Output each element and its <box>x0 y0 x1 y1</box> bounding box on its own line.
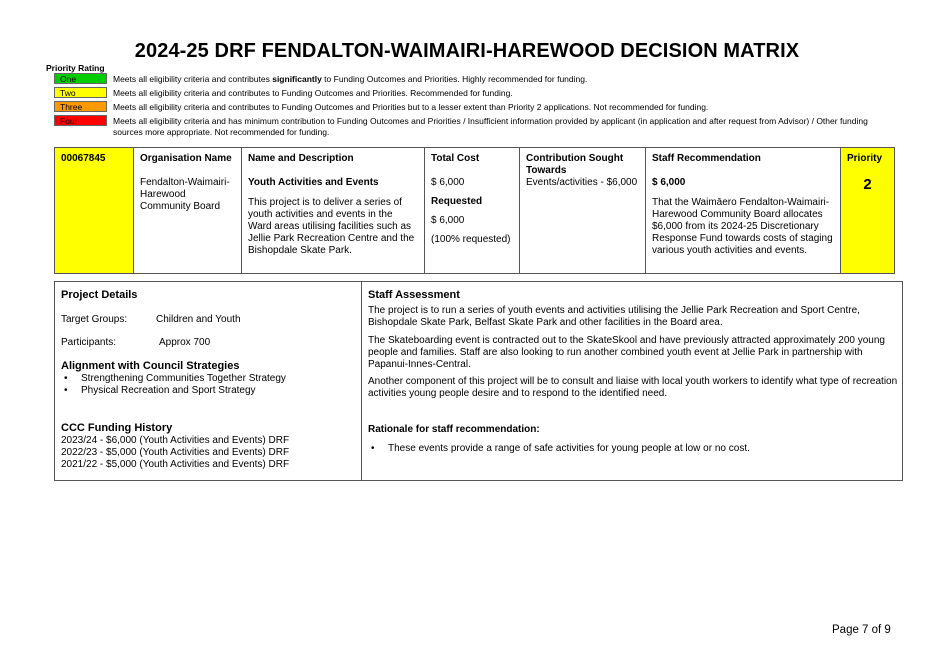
organisation-name: Fendalton-Waimairi-Harewood Community Board <box>140 177 230 212</box>
requested-amount: $ 6,000 <box>431 215 465 226</box>
decision-matrix-table <box>54 147 895 274</box>
rationale-list <box>368 443 898 455</box>
name-description-cell <box>242 148 425 274</box>
strategy-list <box>61 373 351 397</box>
funding-history-list <box>61 435 359 471</box>
priority-swatch-two: Two <box>54 87 107 98</box>
application-id-cell <box>55 148 134 274</box>
priority-cell <box>841 148 895 274</box>
requested-label: Requested <box>431 196 483 207</box>
legend-text-four: Meets all eligibility criteria and has minimum contribution to Funding Outcomes and Priorities / Insufficient information provided by applicant (in application and after request from Advisor) / Other funding sources more appropriate. Not recommended for funding. <box>113 116 868 137</box>
priority-header: Priority <box>847 153 883 164</box>
requested-percent: (100% requested) <box>431 234 511 245</box>
funding-history-heading: CCC Funding History <box>61 422 173 434</box>
project-details-heading: Project Details <box>61 289 138 301</box>
legend-row-one <box>54 73 884 85</box>
staff-assessment-heading: Staff Assessment <box>368 289 460 301</box>
total-cost-cell <box>425 148 520 274</box>
recommendation-amount: $ 6,000 <box>652 177 686 188</box>
staff-recommendation-header: Staff Recommendation <box>652 153 761 164</box>
legend-text-three: Meets all eligibility criteria and contributes to Funding Outcomes and Priorities but to a lesser extent than Priority 2 applications. Not recommended for funding. <box>113 102 709 112</box>
legend-row-two <box>54 87 884 99</box>
target-groups-value: Children and Youth <box>156 314 241 325</box>
rationale-item: • These events provide a range of safe activities for young people at low or no cost. <box>368 443 898 455</box>
total-cost-header: Total Cost <box>431 153 480 164</box>
rationale-heading: Rationale for staff recommendation: <box>368 424 540 435</box>
name-description-header: Name and Description <box>248 153 354 164</box>
legend-text-one: Meets all eligibility criteria and contributes significantly to Funding Outcomes and Priorities. Highly recommended for funding. <box>113 74 588 84</box>
alignment-heading: Alignment with Council Strategies <box>61 360 240 372</box>
recommendation-text: That the Waimāero Fendalton-Waimairi-Harewood Community Board allocates $6,000 from its 2024-25 Discretionary Response Fund towards costs of staging various youth activities and events. <box>652 197 833 256</box>
contribution-value: Events/activities - $6,000 <box>526 177 638 188</box>
target-groups-label: Target Groups: <box>61 314 128 325</box>
funding-history-item: 2022/23 - $5,000 (Youth Activities and Events) DRF <box>61 447 290 458</box>
project-name: Youth Activities and Events <box>248 177 379 188</box>
priority-rating-heading: Priority Rating <box>46 63 105 73</box>
strategy-item: • Physical Recreation and Sport Strategy <box>61 385 351 397</box>
priority-legend <box>54 73 884 138</box>
staff-recommendation-cell <box>646 148 841 274</box>
assessment-paragraph-1: The project is to run a series of youth events and activities utilising the Jellie Park Recreation and Sport Centre, Bishopdale Skate Park, Belfast Skate Park and other facilities in the Board area. <box>368 305 860 328</box>
funding-history-item: 2021/22 - $5,000 (Youth Activities and Events) DRF <box>61 459 290 470</box>
assessment-paragraph-3: Another component of this project will be to consult and liaise with local youth workers to identify what type of recreation activities young people desire and to respond to the identified need. <box>368 376 898 399</box>
assessment-paragraph-2: The Skateboarding event is contracted out to the SkateSkool and have previously attracted approximately 200 young people and families. Staff are also looking to run another combined youth event at Jellie Park in partnership with Papanui-Innes-Central. <box>368 335 885 370</box>
legend-text-two: Meets all eligibility criteria and contributes to Funding Outcomes and Priorities. Recommended for funding. <box>113 88 513 98</box>
total-cost-value: $ 6,000 <box>431 177 465 188</box>
legend-row-four <box>54 115 884 138</box>
page-title: 2024-25 DRF FENDALTON-WAIMAIRI-HAREWOOD DECISION MATRIX <box>134 40 800 62</box>
contribution-header: Contribution Sought Towards <box>526 153 624 176</box>
project-description: This project is to deliver a series of youth activities and events in the Ward areas utilising facilities such as Jellie Park Recreation Centre and the Bishopdale Skate Park. <box>248 197 415 256</box>
staff-assessment-panel <box>362 282 902 480</box>
priority-swatch-four: Four <box>54 115 107 126</box>
strategy-item: • Strengthening Communities Together Strategy <box>61 373 351 385</box>
application-id: 00067845 <box>61 153 106 164</box>
participants-value: Approx 700 <box>159 337 211 348</box>
project-details-panel <box>55 282 362 480</box>
priority-swatch-three: Three <box>54 101 107 112</box>
priority-swatch-one: One <box>54 73 107 84</box>
participants-label: Participants: <box>61 337 117 348</box>
organisation-header: Organisation Name <box>140 153 232 164</box>
contribution-cell <box>520 148 646 274</box>
page-number: Page 7 of 9 <box>832 624 891 636</box>
legend-row-three <box>54 101 884 113</box>
funding-history-item: 2023/24 - $6,000 (Youth Activities and Events) DRF <box>61 435 290 446</box>
organisation-cell <box>134 148 242 274</box>
details-assessment-box <box>54 281 903 481</box>
priority-value: 2 <box>863 176 872 193</box>
